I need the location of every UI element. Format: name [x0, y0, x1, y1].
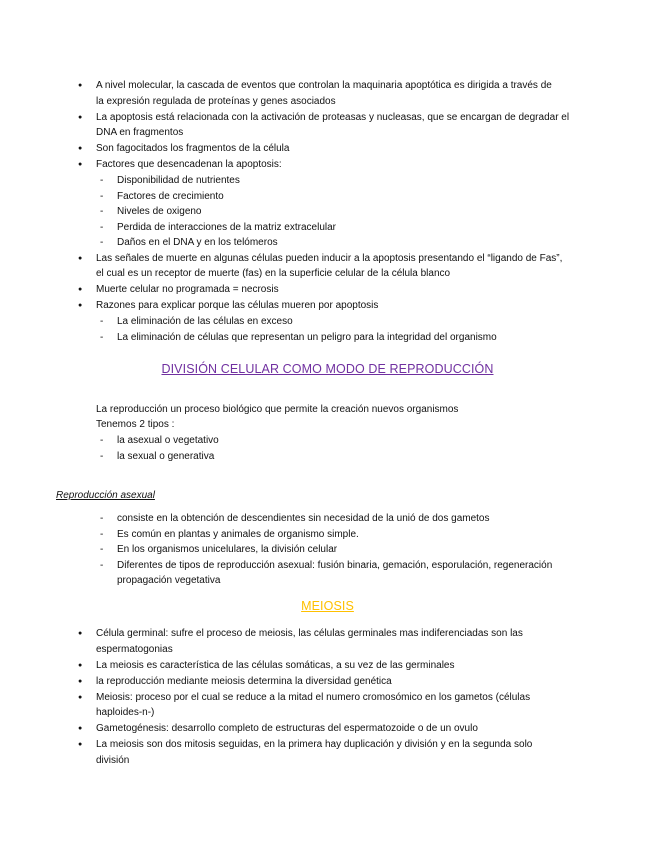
types-intro: Tenemos 2 tipos :: [96, 419, 175, 430]
dash-marker: -: [100, 513, 104, 524]
list-item-line: Razones para explicar porque las células mueren por apoptosis: [96, 300, 379, 311]
list-item-line: La meiosis es característica de las células somáticas, a su vez de las germinales: [96, 659, 455, 671]
bullet-icon: ●: [78, 661, 83, 669]
list-item-line: La apoptosis está relacionada con la activación de proteasas y nucleasas, que se encargan de degradar el: [96, 111, 570, 123]
meiosis-heading: MEIOSIS: [301, 599, 354, 613]
list-item-line: Son fagocitados los fragmentos de la célula: [96, 143, 290, 154]
dash-marker: -: [100, 175, 104, 186]
division-celular-heading: DIVISIÓN CELULAR COMO MODO DE REPRODUCCIÓN: [161, 362, 494, 376]
dash-marker: -: [100, 544, 104, 555]
list-item: la asexual o vegetativo: [117, 435, 219, 446]
list-item-line: Meiosis: proceso por el cual se reduce a la mitad el numero cromosómico en los gametos (células: [96, 691, 531, 703]
list-item-line: Diferentes de tipos de reproducción asexual: fusión binaria, gemación, esporulación, regeneración: [117, 559, 553, 571]
list-item-line: A nivel molecular, la cascada de eventos que controlan la maquinaria apoptótica es dirigida a través de: [96, 80, 552, 91]
list-item-line: propagación vegetativa: [117, 575, 221, 586]
bullet-icon: ●: [78, 161, 83, 168]
bullet-icon: ●: [78, 286, 83, 293]
intro-paragraph: La reproducción un proceso biológico que permite la creación nuevos organismos: [96, 404, 459, 415]
list-item-line: la reproducción mediante meiosis determina la diversidad genética: [96, 675, 392, 687]
list-item-line: La eliminación de células que representan un peligro para la integridad del organismo: [117, 331, 497, 343]
dash-marker: -: [100, 237, 104, 248]
dash-marker: -: [100, 451, 104, 462]
list-item-line: Factores de crecimiento: [117, 190, 224, 202]
bullet-icon: ●: [78, 82, 83, 89]
bullet-icon: ●: [78, 630, 83, 637]
list-item-line: consiste en la obtención de descendientes sin necesidad de la unió de dos gametos: [117, 513, 490, 524]
list-item-line: el cual es un receptor de muerte (fas) en la superficie celular de la célula blanco: [96, 268, 451, 279]
dash-marker: -: [100, 435, 104, 446]
list-item-line: La meiosis son dos mitosis seguidas, en la primera hay duplicación y división y en la segunda solo: [96, 739, 533, 750]
bullet-icon: ●: [78, 725, 83, 732]
list-item-line: Es común en plantas y animales de organismo simple.: [117, 528, 359, 540]
list-item-line: Muerte celular no programada = necrosis: [96, 284, 279, 295]
list-item-line: Niveles de oxigeno: [117, 206, 202, 217]
list-item-line: Disponibilidad de nutrientes: [117, 175, 240, 186]
list-item-line: DNA en fragmentos: [96, 127, 184, 138]
list-item-line: Daños en el DNA y en los telómeros: [117, 237, 278, 248]
list-item-line: Factores que desencadenan la apoptosis:: [96, 159, 282, 170]
bullet-icon: ●: [78, 254, 83, 262]
dash-marker: -: [100, 316, 104, 327]
asexual-subheading: Reproducción asexual: [56, 490, 155, 501]
list-item-line: división: [96, 754, 130, 766]
list-item-line: Perdida de interacciones de la matriz extracelular: [117, 221, 336, 233]
bullet-icon: ●: [78, 145, 83, 152]
list-item-line: la expresión regulada de proteínas y genes asociados: [96, 95, 336, 107]
bullet-icon: ●: [78, 741, 83, 748]
list-item-line: haploides-n-): [96, 707, 155, 718]
list-item-line: Gametogénesis: desarrollo completo de estructuras del espermatozoide o de un ovulo: [96, 723, 478, 734]
list-item-line: Célula germinal: sufre el proceso de meiosis, las células germinales mas indiferenciadas son las: [96, 628, 523, 639]
list-item: la sexual o generativa: [117, 451, 215, 462]
bullet-icon: ●: [78, 302, 83, 309]
list-item-line: espermatogonias: [96, 643, 173, 655]
dash-marker: -: [100, 206, 104, 217]
list-item-line: En los organismos unicelulares, la división celular: [117, 544, 338, 555]
bullet-icon: ●: [78, 113, 83, 121]
dash-marker: -: [100, 221, 104, 233]
list-item-line: La eliminación de las células en exceso: [117, 316, 293, 327]
list-item-line: Las señales de muerte en algunas células pueden inducir a la apoptosis presentando el “ligando de Fas”,: [96, 252, 563, 264]
dash-marker: -: [100, 190, 104, 202]
dash-marker: -: [100, 528, 104, 540]
dash-marker: -: [100, 559, 104, 571]
bullet-icon: ●: [78, 677, 83, 685]
bullet-icon: ●: [78, 693, 83, 701]
dash-marker: -: [100, 331, 104, 343]
